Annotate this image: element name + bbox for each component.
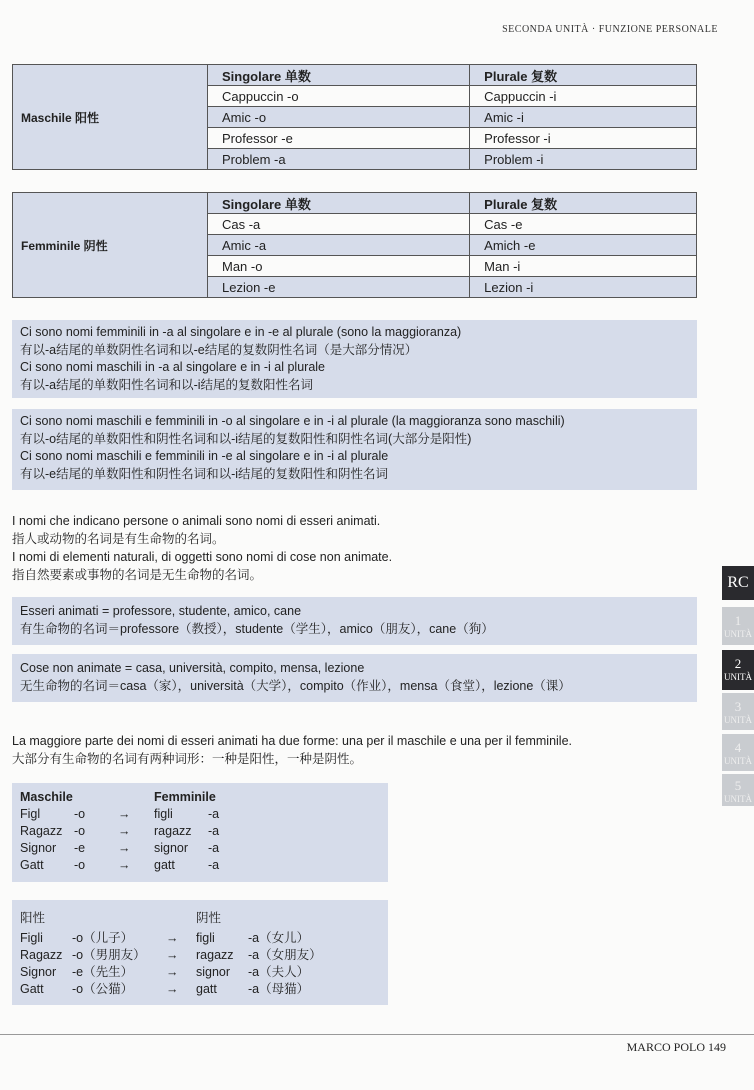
cell: ragazz bbox=[154, 824, 192, 838]
cell: Lezion -i bbox=[470, 277, 697, 298]
cell: Amic -i bbox=[470, 107, 697, 128]
line: Ci sono nomi maschili e femminili in -e al singolare e in -i al plurale bbox=[20, 449, 389, 463]
tab-unit-2[interactable] bbox=[722, 650, 754, 690]
tab-label: UNITÀ bbox=[724, 756, 752, 766]
running-header: SECONDA UNITÀ · FUNZIONE PERSONALE bbox=[502, 24, 718, 35]
rule-box-2 bbox=[12, 409, 697, 490]
col-singular: Singolare 单数 bbox=[208, 65, 470, 86]
col-masculine: Maschile bbox=[20, 790, 73, 804]
animate-examples-box bbox=[12, 597, 697, 645]
tab-label: UNITÀ bbox=[724, 672, 752, 682]
arrow-icon: → bbox=[166, 965, 179, 979]
arrow-icon: → bbox=[166, 948, 179, 962]
cell: -e bbox=[74, 841, 86, 855]
tab-unit-5[interactable] bbox=[722, 774, 754, 806]
col-plural: Plurale 复数 bbox=[470, 65, 697, 86]
cell: Professor -e bbox=[208, 128, 470, 149]
tab-number: 3 bbox=[734, 699, 742, 714]
line: Ci sono nomi femminili in -a al singolare e in -e al plurale (sono la maggioranza) bbox=[20, 325, 462, 339]
cell: ragazz bbox=[196, 948, 234, 962]
cell: Gatt bbox=[20, 858, 44, 872]
line: Ci sono nomi maschili in -a al singolare e in -i al plurale bbox=[20, 360, 325, 374]
arrow-icon: → bbox=[118, 858, 131, 872]
tab-number: 5 bbox=[734, 778, 742, 793]
cell: -o（公猫） bbox=[72, 982, 134, 996]
cell: Gatt bbox=[20, 982, 44, 996]
cell: Amich -e bbox=[470, 235, 697, 256]
cell: Cas -a bbox=[208, 214, 470, 235]
tab-number: 2 bbox=[734, 656, 742, 671]
line: 有生命物的名词＝professore（教授），studente（学生），amico（朋友），cane（狗） bbox=[20, 621, 494, 636]
page-footer: MARCO POLO 149 bbox=[626, 1040, 726, 1054]
line: Cose non animate = casa, università, compito, mensa, lezione bbox=[20, 661, 365, 675]
cell: -o（儿子） bbox=[72, 931, 134, 945]
line: 有以-a结尾的单数阴性名词和以-e结尾的复数阴性名词（是大部分情况） bbox=[20, 342, 418, 357]
col-singular: Singolare 单数 bbox=[208, 193, 470, 214]
cell: signor bbox=[196, 965, 231, 979]
cell: Amic -o bbox=[208, 107, 470, 128]
cell: Figl bbox=[20, 807, 41, 821]
rule-box-1 bbox=[12, 320, 697, 398]
cell: Problem -a bbox=[208, 149, 470, 170]
arrow-icon: → bbox=[118, 824, 131, 838]
cell: Ragazz bbox=[20, 824, 63, 838]
tab-label: UNITÀ bbox=[724, 715, 752, 725]
line: Esseri animati = professore, studente, amico, cane bbox=[20, 604, 302, 618]
arrow-icon: → bbox=[118, 841, 131, 855]
tab-label: UNITÀ bbox=[724, 629, 752, 639]
cell: Man -i bbox=[470, 256, 697, 277]
col-masculine: 阳性 bbox=[20, 910, 46, 925]
cell: Cappuccin -o bbox=[208, 86, 470, 107]
cell: Lezion -e bbox=[208, 277, 470, 298]
cell: -o bbox=[74, 824, 86, 838]
cell: Signor bbox=[20, 965, 57, 979]
cell: -a（女儿） bbox=[248, 931, 310, 945]
gender-forms-paragraph bbox=[12, 732, 572, 768]
cell: Ragazz bbox=[20, 948, 63, 962]
line: 有以-e结尾的单数阳性和阴性名词和以-i结尾的复数阳性和阴性名词 bbox=[20, 466, 389, 481]
line: Ci sono nomi maschili e femminili in -o al singolare e in -i al plurale (la maggioranza sono maschili) bbox=[20, 414, 565, 428]
col-plural: Plurale 复数 bbox=[470, 193, 697, 214]
cell: -e（先生） bbox=[72, 965, 134, 979]
feminine-table bbox=[12, 192, 697, 298]
gender-examples-box bbox=[12, 783, 388, 882]
cell: figli bbox=[196, 931, 215, 945]
cell: Signor bbox=[20, 841, 57, 855]
cell: -o（男朋友） bbox=[72, 948, 146, 962]
cell: -a bbox=[208, 841, 220, 855]
tab-rc[interactable] bbox=[722, 566, 754, 600]
arrow-icon: → bbox=[166, 931, 179, 945]
cell: signor bbox=[154, 841, 189, 855]
cell: Amic -a bbox=[208, 235, 470, 256]
cell: Cas -e bbox=[470, 214, 697, 235]
inanimate-examples-box bbox=[12, 654, 697, 702]
line: 无生命物的名词＝casa（家），università（大学），compito（作业），mensa（食堂），lezione（课） bbox=[20, 678, 571, 693]
tab-number: 4 bbox=[734, 740, 742, 755]
cell: Figli bbox=[20, 931, 43, 945]
tab-unit-4[interactable] bbox=[722, 734, 754, 771]
line: 大部分有生命物的名词有两种词形：一种是阳性，一种是阴性。 bbox=[12, 752, 363, 766]
line: I nomi che indicano persone o animali sono nomi di esseri animati. bbox=[12, 514, 381, 528]
cell: -o bbox=[74, 858, 86, 872]
cell: -a（母猫） bbox=[248, 982, 310, 996]
cell: Man -o bbox=[208, 256, 470, 277]
cell: figli bbox=[154, 807, 173, 821]
line: 指人或动物的名词是有生命物的名词。 bbox=[12, 532, 225, 546]
cell: Professor -i bbox=[470, 128, 697, 149]
cell: gatt bbox=[196, 982, 217, 996]
cell: -a（夫人） bbox=[248, 965, 310, 979]
cell: -a（女朋友） bbox=[248, 948, 322, 962]
col-feminine: 阴性 bbox=[196, 910, 222, 925]
animate-paragraph bbox=[12, 512, 392, 584]
tab-label: UNITÀ bbox=[724, 794, 752, 804]
feminine-label: Femminile 阴性 bbox=[13, 193, 208, 298]
line: 有以-o结尾的单数阳性和阴性名词和以-i结尾的复数阳性和阴性名词(大部分是阳性) bbox=[20, 431, 472, 446]
cell: Cappuccin -i bbox=[470, 86, 697, 107]
line: 有以-a结尾的单数阳性名词和以-i结尾的复数阳性名词 bbox=[20, 377, 314, 392]
cell: -o bbox=[74, 807, 86, 821]
arrow-icon: → bbox=[118, 807, 131, 821]
line: I nomi di elementi naturali, di oggetti sono nomi di cose non animate. bbox=[12, 550, 393, 564]
cell: -a bbox=[208, 824, 220, 838]
cell: Problem -i bbox=[470, 149, 697, 170]
cell: gatt bbox=[154, 858, 175, 872]
arrow-icon: → bbox=[166, 982, 179, 996]
tab-unit-1[interactable] bbox=[722, 607, 754, 645]
col-feminine: Femminile bbox=[154, 790, 216, 804]
line: La maggiore parte dei nomi di esseri animati ha due forme: una per il maschile e una per il femminile. bbox=[12, 734, 573, 748]
tab-number: 1 bbox=[734, 613, 742, 628]
footer-rule bbox=[0, 1034, 754, 1035]
tab-unit-3[interactable] bbox=[722, 693, 754, 730]
tab-label: RC bbox=[727, 574, 749, 591]
cell: -a bbox=[208, 858, 220, 872]
cell: -a bbox=[208, 807, 220, 821]
masculine-table bbox=[12, 64, 697, 170]
gender-examples-cn-box bbox=[12, 900, 388, 1005]
masculine-label: Maschile 阳性 bbox=[13, 65, 208, 170]
line: 指自然要素或事物的名词是无生命物的名词。 bbox=[12, 568, 263, 582]
